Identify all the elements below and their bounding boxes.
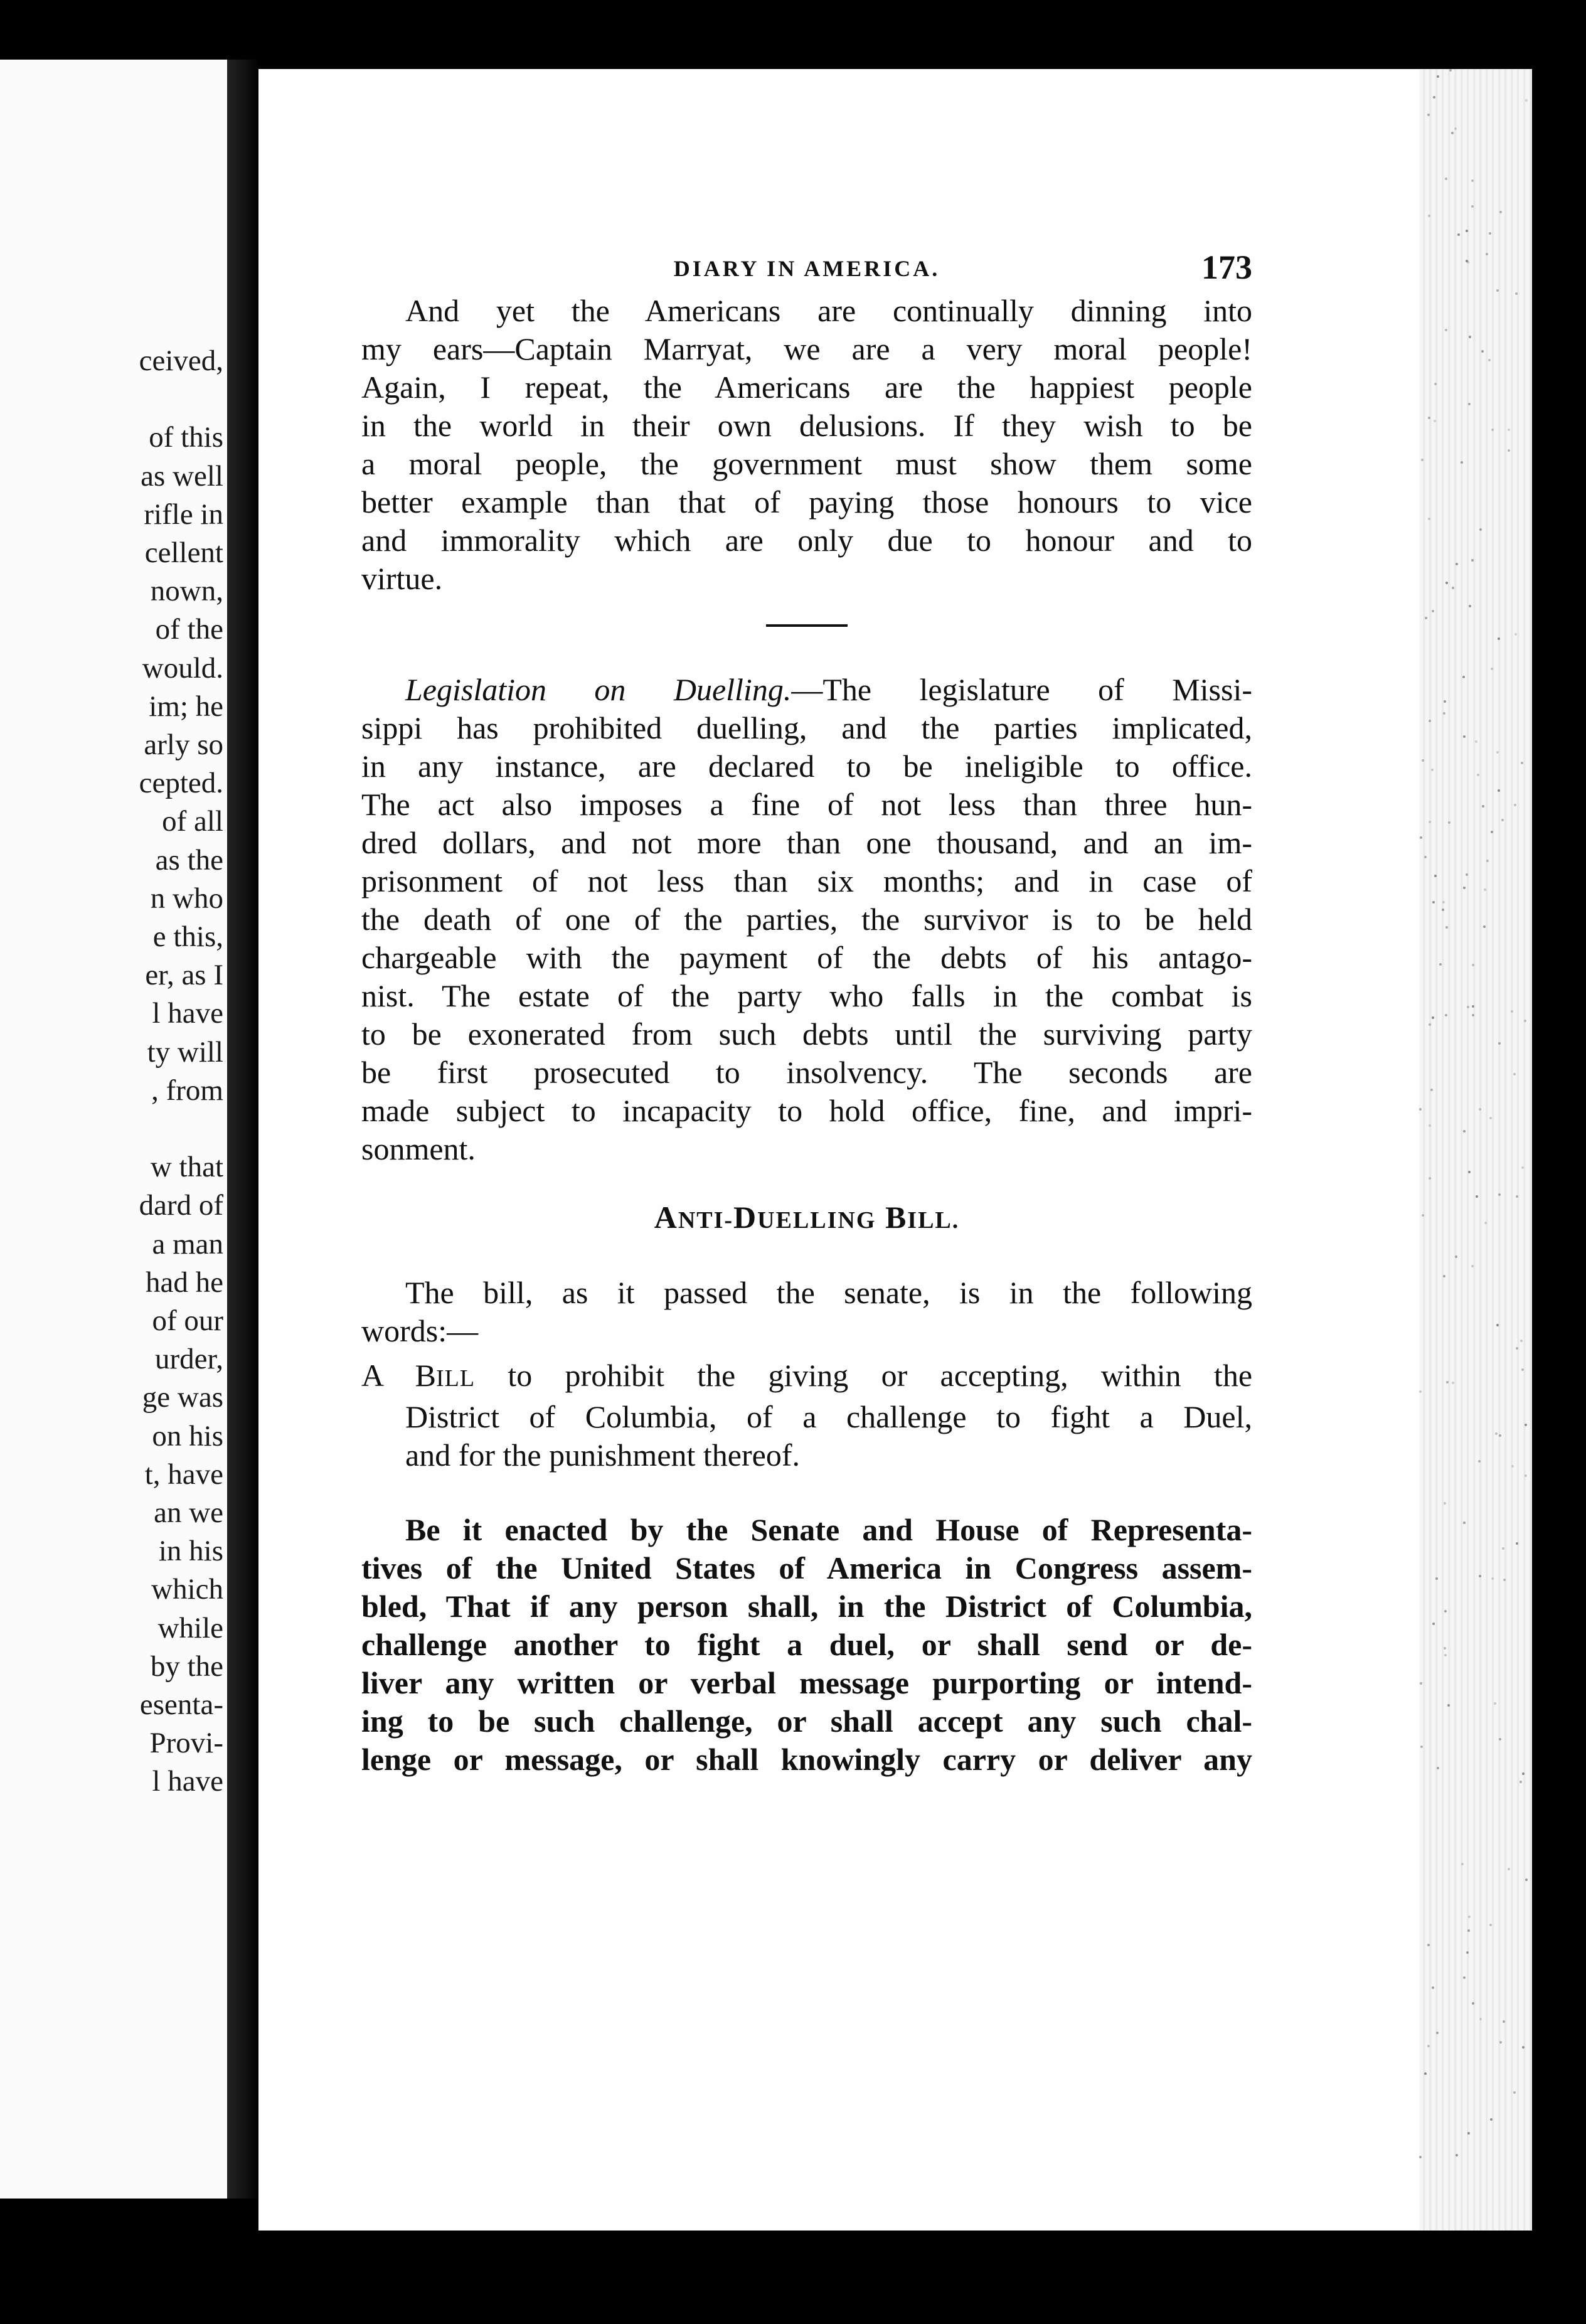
edge-speck — [1525, 99, 1528, 102]
edge-speck — [1513, 1073, 1516, 1075]
edge-speck — [1508, 429, 1510, 431]
edge-speck — [1515, 292, 1518, 295]
edge-speck — [1477, 774, 1479, 776]
edge-speck — [1424, 856, 1427, 858]
edge-speck — [1472, 1005, 1474, 1008]
left-page-line: ceived, — [139, 344, 223, 377]
left-page-line: while — [157, 1611, 223, 1644]
edge-speck — [1466, 873, 1468, 876]
text-line: District of Columbia, of a challenge to fight a Duel, — [405, 1399, 1252, 1434]
edge-speck — [1457, 233, 1460, 236]
edge-speck — [1483, 925, 1486, 928]
edge-speck — [1522, 1772, 1525, 1775]
left-page-line: a man — [152, 1227, 223, 1261]
left-page-line: dard of — [139, 1189, 223, 1222]
left-page-line: l have — [152, 1765, 223, 1798]
edge-speck — [1496, 751, 1499, 754]
edge-speck — [1516, 1195, 1518, 1198]
edge-speck — [1482, 805, 1484, 808]
heading-smallcaps: ILL. — [907, 1207, 960, 1234]
edge-speck — [1436, 2032, 1439, 2034]
edge-speck — [1479, 2018, 1482, 2020]
edge-speck — [1488, 359, 1491, 361]
text-line: and for the punishment thereof. — [405, 1437, 800, 1473]
edge-speck — [1501, 819, 1504, 821]
edge-speck — [1451, 132, 1454, 134]
edge-speck — [1508, 449, 1510, 452]
left-page-line: urder, — [154, 1343, 223, 1376]
edge-speck — [1495, 1432, 1498, 1435]
edge-speck — [1498, 637, 1500, 640]
edge-speck — [1521, 1368, 1524, 1371]
text-line: in any instance, are declared to be ineligible to office. — [361, 749, 1252, 784]
edge-speck — [1419, 2156, 1422, 2158]
edge-speck — [1467, 1929, 1470, 1932]
edge-speck — [1422, 759, 1424, 762]
left-page-line: of the — [155, 613, 223, 646]
edge-speck — [1491, 429, 1494, 431]
edge-speck — [1431, 769, 1434, 771]
edge-speck — [1491, 668, 1493, 670]
edge-speck — [1445, 582, 1448, 584]
edge-speck — [1421, 459, 1424, 461]
edge-speck — [1519, 1781, 1522, 1783]
edge-speck — [1444, 1647, 1446, 1650]
edge-speck — [1433, 96, 1435, 99]
edge-speck — [1432, 1623, 1435, 1625]
edge-speck — [1489, 232, 1491, 235]
edge-speck — [1479, 528, 1482, 531]
left-page-line: ty will — [147, 1035, 223, 1069]
edge-speck — [1520, 1340, 1523, 1342]
edge-speck — [1425, 617, 1427, 619]
edge-speck — [1444, 700, 1446, 703]
edge-speck — [1452, 1382, 1454, 1384]
bill-title-smallcaps-initial: B — [415, 1358, 437, 1393]
edge-speck — [1484, 888, 1486, 891]
edge-speck — [1420, 1746, 1423, 1748]
edge-speck — [1442, 901, 1445, 903]
text-line: The act also imposes a fine of not less than three hun- — [361, 787, 1252, 822]
edge-speck — [1430, 1089, 1433, 1091]
edge-speck — [1498, 789, 1500, 792]
edge-speck — [1496, 289, 1499, 292]
edge-speck — [1420, 1682, 1422, 1685]
running-head-title: DIARY IN AMERICA. — [673, 256, 940, 281]
text-line: The bill, as it passed the senate, is in the following — [405, 1275, 1252, 1310]
text-line: be first prosecuted to insolvency. The seconds are — [361, 1055, 1252, 1090]
left-page-line: of this — [149, 421, 223, 454]
edge-speck — [1420, 836, 1422, 839]
edge-speck — [1444, 1654, 1447, 1656]
text-line: lenge or message, or shall knowingly carry or deliver any — [361, 1742, 1252, 1777]
text-line: ing to be such challenge, or shall accept any such chal- — [361, 1703, 1252, 1739]
left-page-line: had he — [146, 1266, 223, 1299]
left-page-line: nown, — [150, 575, 223, 608]
edge-speck — [1499, 211, 1502, 213]
edge-speck — [1503, 1579, 1506, 1581]
text-line — [361, 1357, 1252, 1398]
edge-speck — [1454, 127, 1457, 130]
left-page-line: of all — [162, 805, 223, 838]
edge-speck — [1432, 1016, 1434, 1019]
left-page-line: an we — [154, 1496, 223, 1529]
edge-speck — [1463, 887, 1466, 889]
running-head — [361, 248, 1252, 292]
bill-title-lead: A — [361, 1358, 383, 1393]
left-page-line: w that — [150, 1151, 223, 1184]
bill-title-smallcaps: ILL — [436, 1365, 476, 1392]
edge-speck — [1476, 1195, 1478, 1198]
left-page-line: which — [151, 1573, 223, 1606]
text-line: better example than that of paying those honours to vice — [361, 484, 1252, 520]
left-page-line: would. — [142, 651, 223, 685]
edge-speck — [1445, 178, 1447, 180]
edge-speck — [1463, 1130, 1466, 1133]
edge-speck — [1466, 1951, 1469, 1954]
legislation-title: Legislation on Duelling. — [405, 672, 792, 707]
edge-speck — [1514, 804, 1516, 806]
edge-speck — [1489, 1117, 1492, 1119]
edge-speck — [1471, 1265, 1474, 1267]
edge-speck — [1472, 2002, 1474, 2005]
edge-speck — [1469, 336, 1471, 338]
edge-speck — [1472, 1014, 1474, 1016]
left-page-line: e this, — [152, 920, 223, 953]
edge-speck — [1455, 1255, 1457, 1258]
edge-speck — [1456, 563, 1458, 565]
edge-speck — [1475, 740, 1477, 743]
text-line: And yet the Americans are continually dinning into — [405, 293, 1252, 328]
legislation-line-1: —The legislature of Missi- — [791, 672, 1253, 707]
edge-speck — [1432, 901, 1435, 903]
edge-speck — [1491, 1577, 1494, 1580]
edge-speck — [1456, 2154, 1458, 2156]
edge-speck — [1429, 1177, 1431, 1180]
edge-speck — [1472, 964, 1474, 966]
text-line: nist. The estate of the party who falls in the combat is — [361, 978, 1252, 1013]
edge-speck — [1469, 605, 1471, 607]
edge-speck — [1448, 821, 1450, 824]
edge-speck — [1428, 417, 1430, 419]
edge-speck — [1434, 383, 1437, 385]
edge-speck — [1445, 926, 1448, 929]
bill-title-line-1: to prohibit the giving or accepting, within the — [475, 1358, 1253, 1393]
edge-speck — [1503, 2020, 1505, 2023]
text-line: to be exonerated from such debts until the surviving party — [361, 1016, 1252, 1052]
edge-speck — [1513, 2091, 1516, 2094]
text-line: sonment. — [361, 1131, 476, 1166]
edge-speck — [1494, 1702, 1496, 1705]
edge-speck — [1443, 712, 1445, 715]
edge-speck — [1452, 587, 1454, 589]
edge-speck — [1499, 2041, 1502, 2044]
left-page-line: rifle in — [144, 498, 223, 531]
paragraph-enactment — [361, 1511, 1252, 1779]
text-line: bled, That if any person shall, in the District of Columbia, — [361, 1589, 1252, 1624]
text-line — [361, 671, 1252, 709]
left-page-line: on his — [152, 1419, 223, 1452]
edge-speck — [1428, 215, 1430, 217]
heading-letter: D — [733, 1200, 758, 1235]
edge-speck — [1486, 253, 1488, 255]
heading-smallcaps: NTI- — [678, 1207, 734, 1234]
text-line: chargeable with the payment of the debts of his antago- — [361, 940, 1252, 975]
edge-speck — [1427, 2045, 1430, 2047]
text-line: made subject to incapacity to hold office, fine, and impri- — [361, 1093, 1252, 1128]
edge-speck — [1461, 461, 1463, 464]
edge-speck — [1434, 420, 1436, 422]
edge-speck — [1435, 1577, 1438, 1580]
edge-speck — [1461, 1863, 1464, 1865]
text-line: Again, I repeat, the Americans are the happiest people — [361, 370, 1252, 405]
edge-speck — [1468, 1171, 1471, 1173]
edge-speck — [1427, 114, 1430, 116]
edge-speck — [1463, 735, 1466, 738]
left-page-line: t, have — [144, 1458, 223, 1491]
edge-speck — [1499, 1738, 1501, 1740]
left-page-line: as well — [141, 459, 223, 493]
section-divider — [766, 624, 848, 627]
edge-speck — [1429, 821, 1431, 823]
edge-speck — [1443, 1275, 1445, 1277]
paragraph-bill-intro — [361, 1274, 1252, 1350]
heading-letter: A — [654, 1200, 678, 1235]
page-content — [361, 248, 1252, 1779]
left-page-line: cellent — [144, 536, 223, 569]
text-line: liver any written or verbal message purporting or intend- — [361, 1665, 1252, 1700]
edge-speck — [1490, 2118, 1493, 2121]
body-text — [361, 292, 1252, 1779]
edge-speck — [1481, 350, 1484, 353]
edge-speck — [1437, 1767, 1439, 1769]
edge-speck — [1463, 1522, 1466, 1524]
text-line: tives of the United States of America in Congress assem- — [361, 1550, 1252, 1586]
section-heading-anti-duelling-bill — [361, 1198, 1252, 1240]
heading-smallcaps: UELLING — [757, 1207, 876, 1234]
text-line: prisonment of not less than six months; and in case of — [361, 863, 1252, 898]
left-page-fragment — [0, 60, 227, 2199]
left-page-line: in his — [158, 1535, 223, 1568]
edge-speck — [1463, 1976, 1466, 1979]
edge-speck — [1466, 260, 1468, 262]
bill-title-block — [361, 1357, 1252, 1474]
edge-speck — [1525, 1879, 1528, 1881]
edge-speck — [1516, 1542, 1518, 1545]
edge-speck — [1486, 860, 1489, 862]
edge-speck — [1429, 1124, 1431, 1127]
edge-speck — [1429, 1023, 1431, 1026]
text-line: a moral people, the government must show them some — [361, 446, 1252, 481]
edge-speck — [1424, 2072, 1427, 2075]
edge-speck — [1429, 720, 1431, 722]
edge-speck — [1491, 831, 1493, 833]
left-page-line: of our — [152, 1304, 223, 1337]
edge-speck — [1516, 1347, 1518, 1350]
edge-speck — [1525, 1424, 1527, 1426]
text-line: challenge another to fight a duel, or shall send or de- — [361, 1627, 1252, 1662]
gutter-shadow — [227, 60, 258, 2199]
edge-speck — [1524, 1020, 1526, 1022]
edge-speck — [1419, 1390, 1422, 1393]
edge-speck — [1525, 1474, 1527, 1477]
edge-speck — [1484, 1222, 1487, 1224]
edge-speck — [1439, 963, 1442, 966]
text-line: virtue. — [361, 561, 443, 596]
edge-speck — [1498, 1193, 1501, 1196]
page-edge — [1419, 69, 1532, 2231]
edge-speck — [1471, 559, 1474, 562]
edge-speck — [1434, 875, 1437, 877]
left-page-line: Provi- — [149, 1727, 223, 1760]
edge-speck — [1419, 1108, 1422, 1111]
text-line: my ears—Captain Marryat, we are a very moral people! — [361, 331, 1252, 366]
edge-speck — [1444, 1610, 1447, 1612]
left-page-line: by the — [150, 1650, 223, 1683]
edge-speck — [1468, 403, 1471, 405]
edge-speck — [1471, 205, 1474, 208]
text-line: in the world in their own delusions. If they wish to be — [361, 408, 1252, 443]
edge-speck — [1467, 1006, 1469, 1008]
left-page-line: im; he — [149, 690, 223, 723]
left-page-line: ge was — [142, 1381, 223, 1414]
edge-speck — [1521, 762, 1523, 764]
edge-speck — [1442, 909, 1444, 911]
left-page-line: cepted. — [139, 767, 223, 800]
edge-speck — [1462, 676, 1465, 678]
left-page-line: n who — [150, 882, 223, 915]
edge-speck — [1514, 633, 1517, 636]
text-line: words:— — [361, 1313, 479, 1348]
text-line: and immorality which are only due to honour and to — [361, 523, 1252, 558]
text-line: Be it enacted by the Senate and House of Representa- — [405, 1512, 1252, 1547]
paragraph-americans — [361, 292, 1252, 598]
edge-speck — [1479, 1108, 1481, 1111]
edge-speck — [1447, 1704, 1450, 1707]
left-page-line: l have — [152, 997, 223, 1030]
edge-speck — [1449, 69, 1452, 72]
text-line: dred dollars, and not more than one thousand, and an im- — [361, 825, 1252, 860]
text-line: the death of one of the parties, the survivor is to be held — [361, 902, 1252, 937]
edge-speck — [1511, 1010, 1513, 1013]
edge-speck — [1422, 1214, 1424, 1217]
edge-speck — [1499, 1434, 1501, 1437]
edge-speck — [1508, 1868, 1510, 1870]
edge-speck — [1479, 1575, 1481, 1577]
heading-letter: B — [885, 1200, 908, 1235]
edge-speck — [1471, 179, 1474, 182]
left-page-line: as the — [155, 843, 223, 877]
edge-speck — [1432, 610, 1434, 612]
edge-speck — [1496, 1324, 1499, 1326]
edge-speck — [1444, 1502, 1446, 1505]
left-page-line: er, as I — [145, 959, 223, 992]
left-page-line: , from — [151, 1074, 223, 1107]
edge-speck — [1468, 1916, 1471, 1918]
edge-speck — [1467, 2132, 1470, 2135]
edge-speck — [1511, 1465, 1514, 1468]
page-number: 173 — [1201, 248, 1252, 286]
paragraph-legislation — [361, 671, 1252, 1168]
edge-speck — [1427, 1944, 1430, 1946]
edge-speck — [1445, 1014, 1447, 1016]
edge-speck — [1502, 1547, 1504, 1550]
edge-speck — [1478, 1460, 1481, 1463]
edge-speck — [1522, 2046, 1525, 2049]
edge-speck — [1446, 1381, 1449, 1383]
edge-speck — [1466, 230, 1468, 232]
edge-speck — [1437, 75, 1439, 78]
edge-speck — [1521, 1166, 1524, 1169]
edge-speck — [1445, 329, 1447, 331]
edge-speck — [1489, 1924, 1492, 1926]
edge-speck — [1432, 1986, 1434, 1989]
left-page-line: esenta- — [139, 1688, 223, 1721]
edge-speck — [1428, 518, 1430, 520]
text-line: sippi has prohibited duelling, and the parties implicated, — [361, 710, 1252, 745]
edge-speck — [1498, 1042, 1501, 1045]
left-page-line: arly so — [144, 728, 223, 761]
